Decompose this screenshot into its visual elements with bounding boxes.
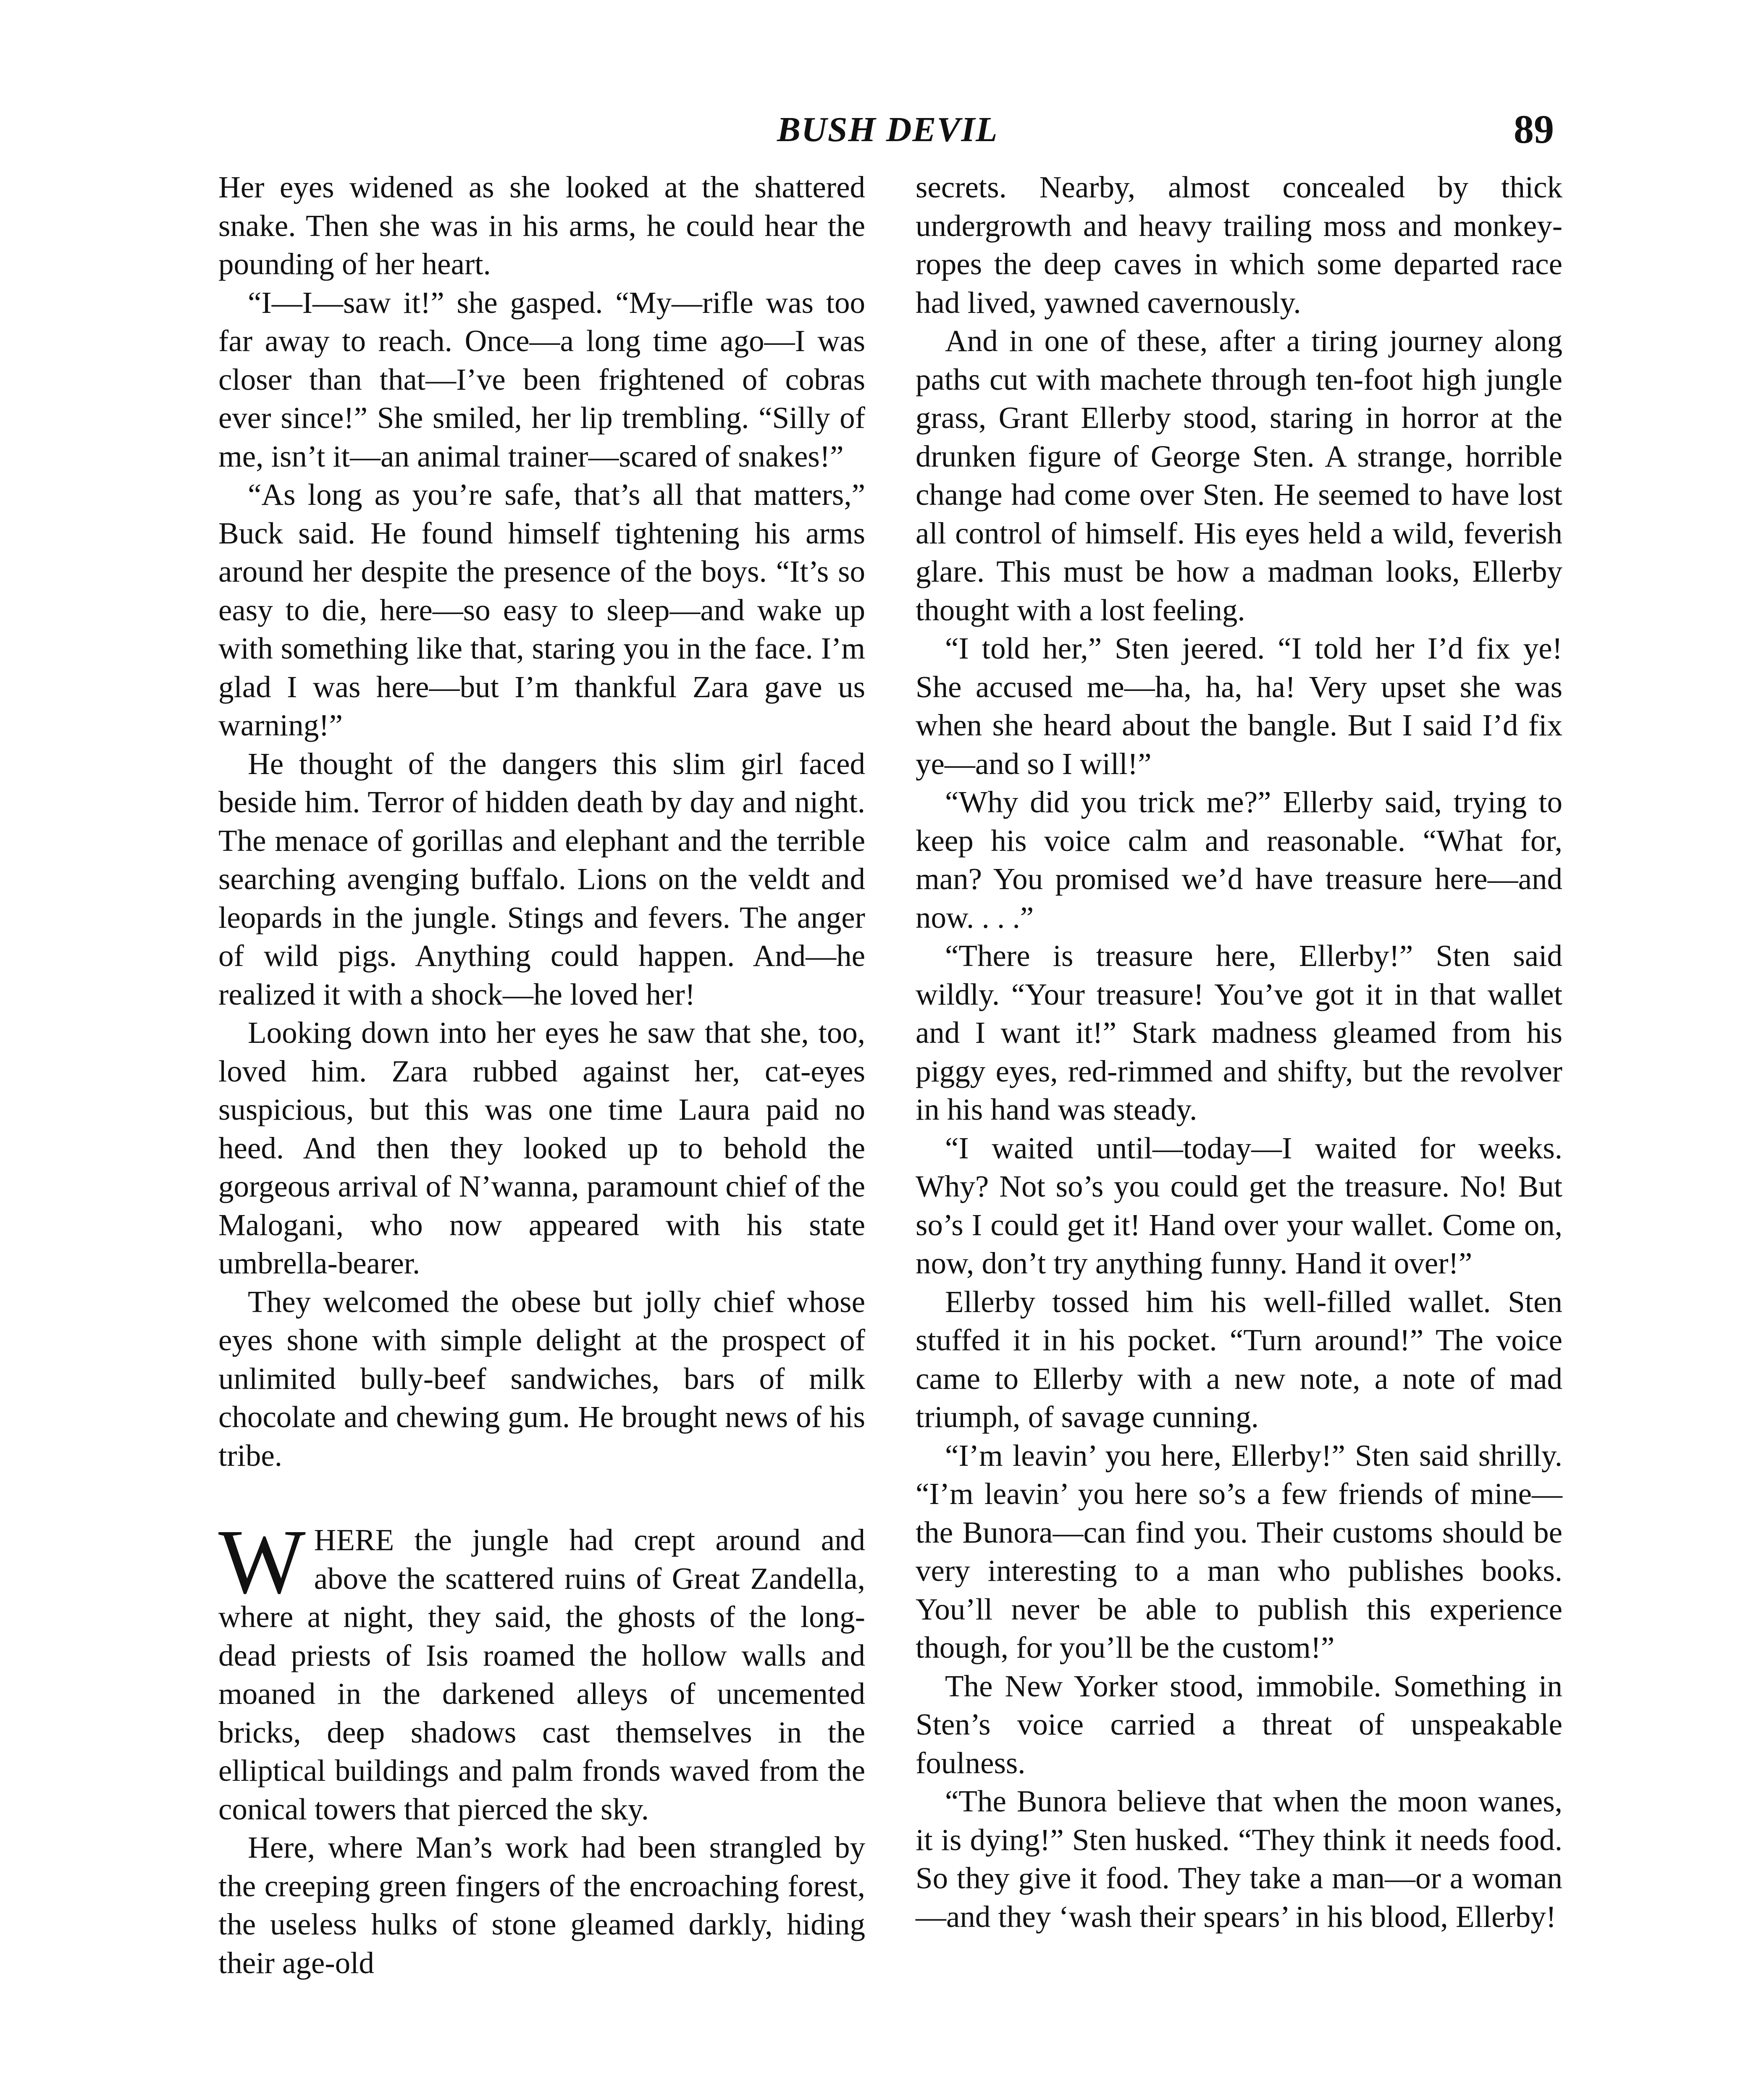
section-opening: [218, 1510, 865, 1828]
running-title: BUSH DEVIL: [777, 110, 998, 149]
paragraph: “The Bunora believe that when the moon wanes, it is dying!” Sten husked. “They think it needs food. So they give it food. They take a man—or a woman—and they ‘wash their spears’ in his blood, Ellerby!: [916, 1784, 1562, 1934]
paragraph: secrets. Nearby, almost concealed by thick undergrowth and heavy trailing moss and monkey-ropes the deep caves in which some departed race had lived, yawned cavernously.: [916, 170, 1562, 320]
paragraph: “I’m leavin’ you here, Ellerby!” Sten said shrilly. “I’m leavin’ you here so’s a few friends of mine—the Bunora—can find you. Their customs should be very interesting to a man who publishes books. You’ll never be able to publish this experience though, for you’ll be the custom!”: [916, 1438, 1562, 1664]
paragraph: Ellerby tossed him his well-filled wallet. Sten stuffed it in his pocket. “Turn around!” The voice came to Ellerby with a new note, a note of mad triumph, of savage cunning.: [916, 1284, 1562, 1434]
paragraph: Looking down into her eyes he saw that she, too, loved him. Zara rubbed against her, cat-eyes suspicious, but this was one time Laura paid no heed. And then they looked up to behold the gorgeous arrival of N’wanna, paramount chief of the Malogani, who now appeared with his state umbrella-bearer.: [218, 1016, 865, 1280]
paragraph: Her eyes widened as she looked at the shattered snake. Then she was in his arms, he could hear the pounding of her heart.: [218, 170, 865, 281]
drop-cap: W: [218, 1510, 306, 1613]
paragraph: “As long as you’re safe, that’s all that matters,” Buck said. He found himself tightening his arms around her despite the presence of the boys. “It’s so easy to die, here—so easy to sleep—and wake up with something like that, staring you in the face. I’m glad I was here—but I’m thankful Zara gave us warning!”: [218, 478, 865, 742]
left-column: [218, 168, 865, 1982]
paragraph: The New Yorker stood, immobile. Something in Sten’s voice carried a threat of unspeakable foulness.: [916, 1669, 1562, 1780]
paragraph: “There is treasure here, Ellerby!” Sten said wildly. “Your treasure! You’ve got it in that wallet and I want it!” Stark madness gleamed from his piggy eyes, red-rimmed and shifty, but the revolver in his hand was steady.: [916, 939, 1562, 1126]
paragraph: “Why did you trick me?” Ellerby said, trying to keep his voice calm and reasonable. “What for, man? You promised we’d have treasure here—and now. . . .”: [916, 785, 1562, 934]
page-header: [218, 109, 1554, 155]
paragraph: Here, where Man’s work had been strangled by the creeping green fingers of the encroaching forest, the useless hulks of stone gleamed darkly, hiding their age-old: [218, 1830, 865, 1980]
paragraph: They welcomed the obese but jolly chief whose eyes shone with simple delight at the prospect of unlimited bully-beef sandwiches, bars of milk chocolate and chewing gum. He brought news of his tribe.: [218, 1284, 865, 1473]
paragraph: “I waited until—today—I waited for weeks. Why? Not so’s you could get the treasure. No! But so’s I could get it! Hand over your wallet. Come on, now, don’t try anything funny. Hand it over!”: [916, 1131, 1562, 1280]
page-number: 89: [1514, 107, 1554, 152]
paragraph: “I told her,” Sten jeered. “I told her I’d fix ye! She accused me—ha, ha, ha! Very upset she was when she heard about the bangle. But I said I’d fix ye—and so I will!”: [916, 631, 1562, 781]
section-opening-text: HERE the jungle had crept around and above the scattered ruins of Great Zandella, where at night, they said, the ghosts of the long-dead priests of Isis roamed the hollow walls and moaned in the darkened alleys of uncemented bricks, deep shadows cast themselves in the elliptical buildings and palm fronds waved from the conical towers that pierced the sky.: [218, 1523, 865, 1826]
paragraph: He thought of the dangers this slim girl faced beside him. Terror of hidden death by day and night. The menace of gorillas and elephant and the terrible searching avenging buffalo. Lions on the veldt and leopards in the jungle. Stings and fevers. The anger of wild pigs. Anything could happen. And—he realized it with a shock—he loved her!: [218, 746, 865, 1011]
right-column: [916, 168, 1562, 1936]
paragraph: And in one of these, after a tiring journey along paths cut with machete through ten-foot high jungle grass, Grant Ellerby stood, staring in horror at the drunken figure of George Sten. A strange, horrible change had come over Sten. He seemed to have lost all control of himself. His eyes held a wild, feverish glare. This must be how a madman looks, Ellerby thought with a lost feeling.: [916, 324, 1562, 627]
paragraph: “I—I—saw it!” she gasped. “My—rifle was too far away to reach. Once—a long time ago—I was closer than that—I’ve been frightened of cobras ever since!” She smiled, her lip trembling. “Silly of me, isn’t it—an animal trainer—scared of snakes!”: [218, 285, 865, 473]
